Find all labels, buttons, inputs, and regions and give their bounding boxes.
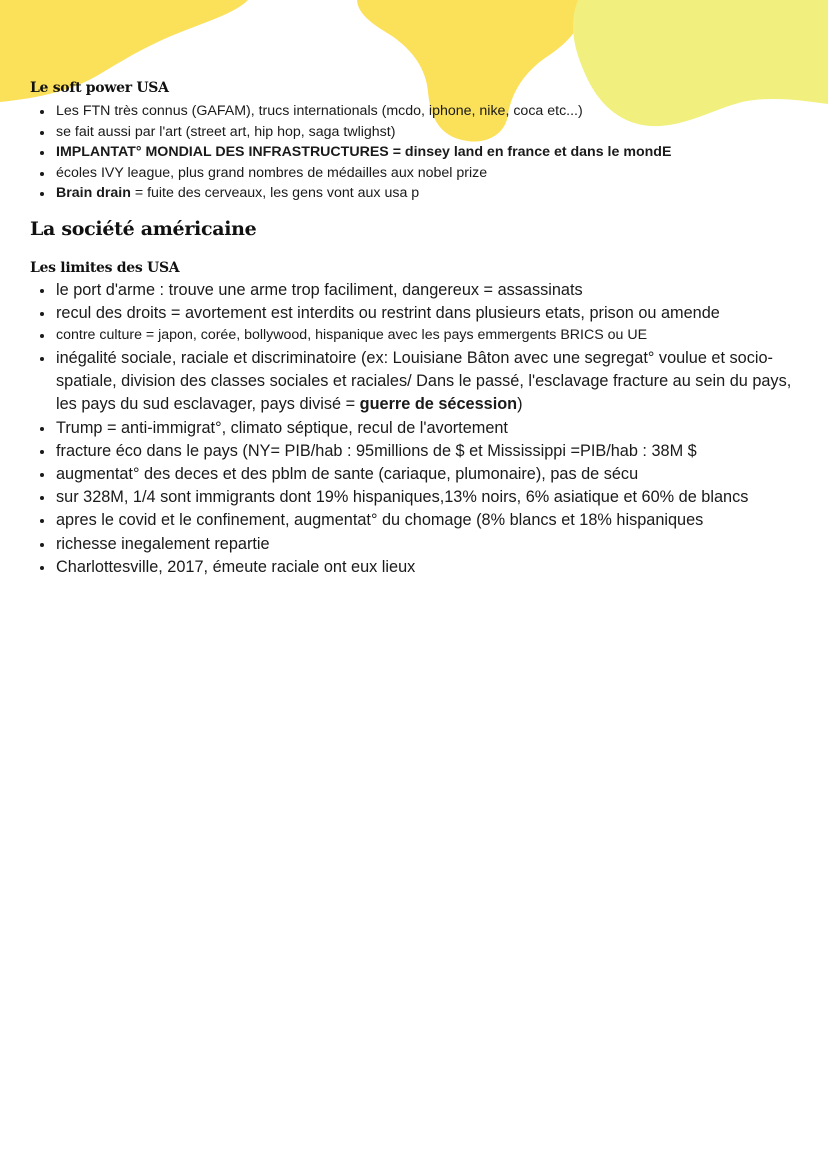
list-item: fracture éco dans le pays (NY= PIB/hab : 95millions de $ et Mississippi =PIB/hab : 38M $ bbox=[38, 440, 808, 463]
list-item: Les FTN très connus (GAFAM), trucs internationals (mcdo, iphone, nike, coca etc...) bbox=[38, 101, 671, 122]
list-item: se fait aussi par l'art (street art, hip hop, saga twlighst) bbox=[38, 122, 671, 143]
list-item: Charlottesville, 2017, émeute raciale ont eux lieux bbox=[38, 556, 808, 579]
soft-power-list bbox=[38, 101, 671, 204]
societe-heading: La société américaine bbox=[30, 218, 257, 240]
limites-list bbox=[38, 279, 808, 579]
list-item: écoles IVY league, plus grand nombres de médailles aux nobel prize bbox=[38, 163, 671, 184]
list-item: inégalité sociale, raciale et discriminatoire (ex: Louisiane Bâton avec une segregat° voulue et socio-spatiale, division des classes sociales et raciales/ Dans le passé, l'esclavage fracture au sein du pays, les pays du sud esclavager, pays divisé = guerre de sécession) bbox=[38, 347, 808, 417]
limites-heading: Les limites des USA bbox=[30, 260, 180, 276]
list-item: Brain drain = fuite des cerveaux, les gens vont aux usa p bbox=[38, 183, 671, 204]
list-item: richesse inegalement repartie bbox=[38, 533, 808, 556]
list-item: le port d'arme : trouve une arme trop faciliment, dangereux = assassinats bbox=[38, 279, 808, 302]
list-item: recul des droits = avortement est interdits ou restrint dans plusieurs etats, prison ou amende bbox=[38, 302, 808, 325]
list-item: Trump = anti-immigrat°, climato séptique, recul de l'avortement bbox=[38, 417, 808, 440]
list-item: sur 328M, 1/4 sont immigrants dont 19% hispaniques,13% noirs, 6% asiatique et 60% de blancs bbox=[38, 486, 808, 509]
soft-power-heading: Le soft power USA bbox=[30, 80, 169, 96]
list-item: contre culture = japon, corée, bollywood, hispanique avec les pays emmergents BRICS ou UE bbox=[38, 325, 808, 347]
list-item: apres le covid et le confinement, augmentat° du chomage (8% blancs et 18% hispaniques bbox=[38, 509, 808, 532]
list-item: augmentat° des deces et des pblm de sante (cariaque, plumonaire), pas de sécu bbox=[38, 463, 808, 486]
list-item: IMPLANTAT° MONDIAL DES INFRASTRUCTURES = dinsey land en france et dans le mondE bbox=[38, 142, 671, 163]
